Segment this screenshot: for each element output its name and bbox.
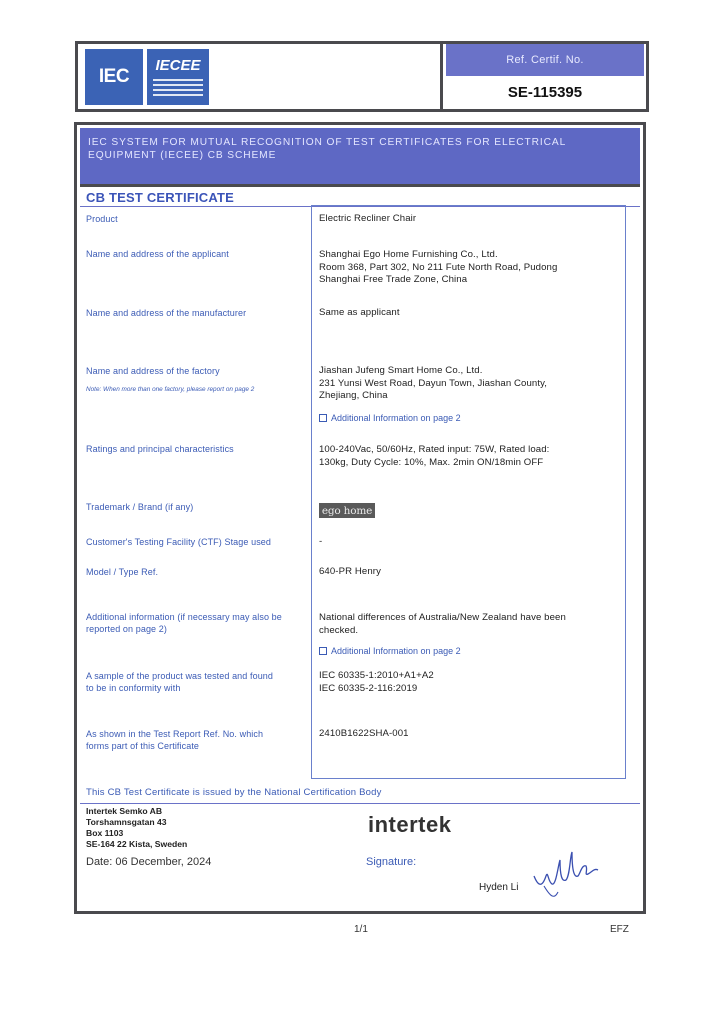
conformity-label-line: A sample of the product was tested and found	[86, 671, 274, 681]
applicant-line: Shanghai Free Trade Zone, China	[319, 274, 468, 285]
intertek-logo: intertek	[368, 812, 452, 837]
factory-line: Zhejiang, China	[319, 390, 388, 401]
trademark-label: Trademark / Brand (if any)	[86, 502, 194, 512]
conformity-value	[319, 670, 619, 695]
issuer-address	[86, 806, 187, 850]
factory-line: Jiashan Jufeng Smart Home Co., Ltd.	[319, 365, 483, 376]
page-number: 1/1	[354, 924, 368, 935]
address-line: Box 1103	[86, 828, 124, 838]
factory-additional-info[interactable]	[319, 413, 461, 423]
manufacturer-label: Name and address of the manufacturer	[86, 308, 247, 318]
additional-info-label-line: reported on page 2)	[86, 623, 167, 634]
factory-line: 231 Yunsi West Road, Dayun Town, Jiashan County,	[319, 377, 548, 389]
report-label	[86, 729, 306, 752]
factory-label: Name and address of the factory	[86, 366, 220, 376]
address-line: Intertek Semko AB	[86, 806, 163, 816]
applicant-label: Name and address of the applicant	[86, 249, 229, 259]
address-line: Torshamnsgatan 43	[86, 817, 167, 827]
factory-additional-label: Additional Information on page 2	[331, 413, 461, 423]
ctf-label: Customer's Testing Facility (CTF) Stage used	[86, 537, 272, 547]
certificate-title: CB TEST CERTIFICATE	[86, 190, 234, 205]
issued-divider	[80, 803, 640, 804]
handwritten-signature	[530, 846, 602, 904]
form-code: EFZ	[610, 924, 629, 935]
standard-line: IEC 60335-1:2010+A1+A2	[319, 670, 434, 681]
factory-note: Note: When more than one factory, please report on page 2	[86, 386, 255, 393]
issued-statement: This CB Test Certificate is issued by the National Certification Body	[86, 787, 382, 798]
ratings-value	[319, 444, 619, 469]
iecee-logo-text: IECEE	[155, 57, 201, 74]
product-value: Electric Recliner Chair	[319, 213, 417, 224]
additional-info-label	[86, 612, 306, 635]
signer-name: Hyden Li	[479, 882, 519, 893]
ctf-value: -	[319, 536, 323, 547]
factory-value	[319, 365, 619, 403]
model-label: Model / Type Ref.	[86, 567, 159, 577]
model-value: 640-PR Henry	[319, 566, 381, 577]
checkbox-icon[interactable]	[319, 414, 327, 422]
issue-date: Date: 06 December, 2024	[86, 856, 212, 868]
signature-label: Signature:	[366, 856, 417, 868]
applicant-line: Room 368, Part 302, No 211 Fute North Road, Pudong	[319, 261, 558, 273]
header-divider	[440, 44, 443, 109]
conformity-label	[86, 671, 306, 694]
report-label-line: As shown in the Test Report Ref. No. which	[86, 729, 264, 739]
additional-info-page2-label: Additional Information on page 2	[331, 646, 461, 656]
report-number: 2410B1622SHA-001	[319, 728, 409, 739]
report-label-line: forms part of this Certificate	[86, 740, 200, 751]
address-line: SE-164 22 Kista, Sweden	[86, 839, 188, 849]
applicant-line: Shanghai Ego Home Furnishing Co., Ltd.	[319, 249, 498, 260]
additional-info-page2[interactable]	[319, 646, 461, 656]
manufacturer-value: Same as applicant	[319, 307, 400, 318]
banner-divider	[80, 184, 640, 187]
ref-certificate-number: SE-115395	[507, 83, 583, 101]
standard-line: IEC 60335-2-116:2019	[319, 682, 418, 694]
additional-info-label-line: Additional information (if necessary may also be	[86, 612, 282, 622]
ref-certificate-label: Ref. Certif. No.	[446, 44, 644, 76]
iec-logo	[85, 49, 143, 105]
ratings-label: Ratings and principal characteristics	[86, 444, 234, 454]
ratings-line: 100-240Vac, 50/60Hz, Rated input: 75W, Rated load:	[319, 444, 550, 455]
additional-info-value	[319, 612, 619, 637]
iecee-logo	[147, 49, 209, 105]
iec-logo-text: IEC	[98, 66, 130, 87]
iecee-banner: IEC SYSTEM FOR MUTUAL RECOGNITION OF TEST CERTIFICATES FOR ELECTRICAL EQUIPMENT (IECEE) CB SCHEME	[80, 128, 640, 184]
additional-info-line: National differences of Australia/New Zealand have been	[319, 612, 566, 623]
product-label: Product	[86, 214, 118, 224]
ego-home-brand-logo: ego home	[319, 503, 375, 518]
applicant-value	[319, 249, 619, 287]
additional-info-line: checked.	[319, 624, 359, 636]
ratings-line: 130kg, Duty Cycle: 10%, Max. 2min ON/18min OFF	[319, 456, 544, 468]
checkbox-icon[interactable]	[319, 647, 327, 655]
conformity-label-line: to be in conformity with	[86, 682, 181, 693]
